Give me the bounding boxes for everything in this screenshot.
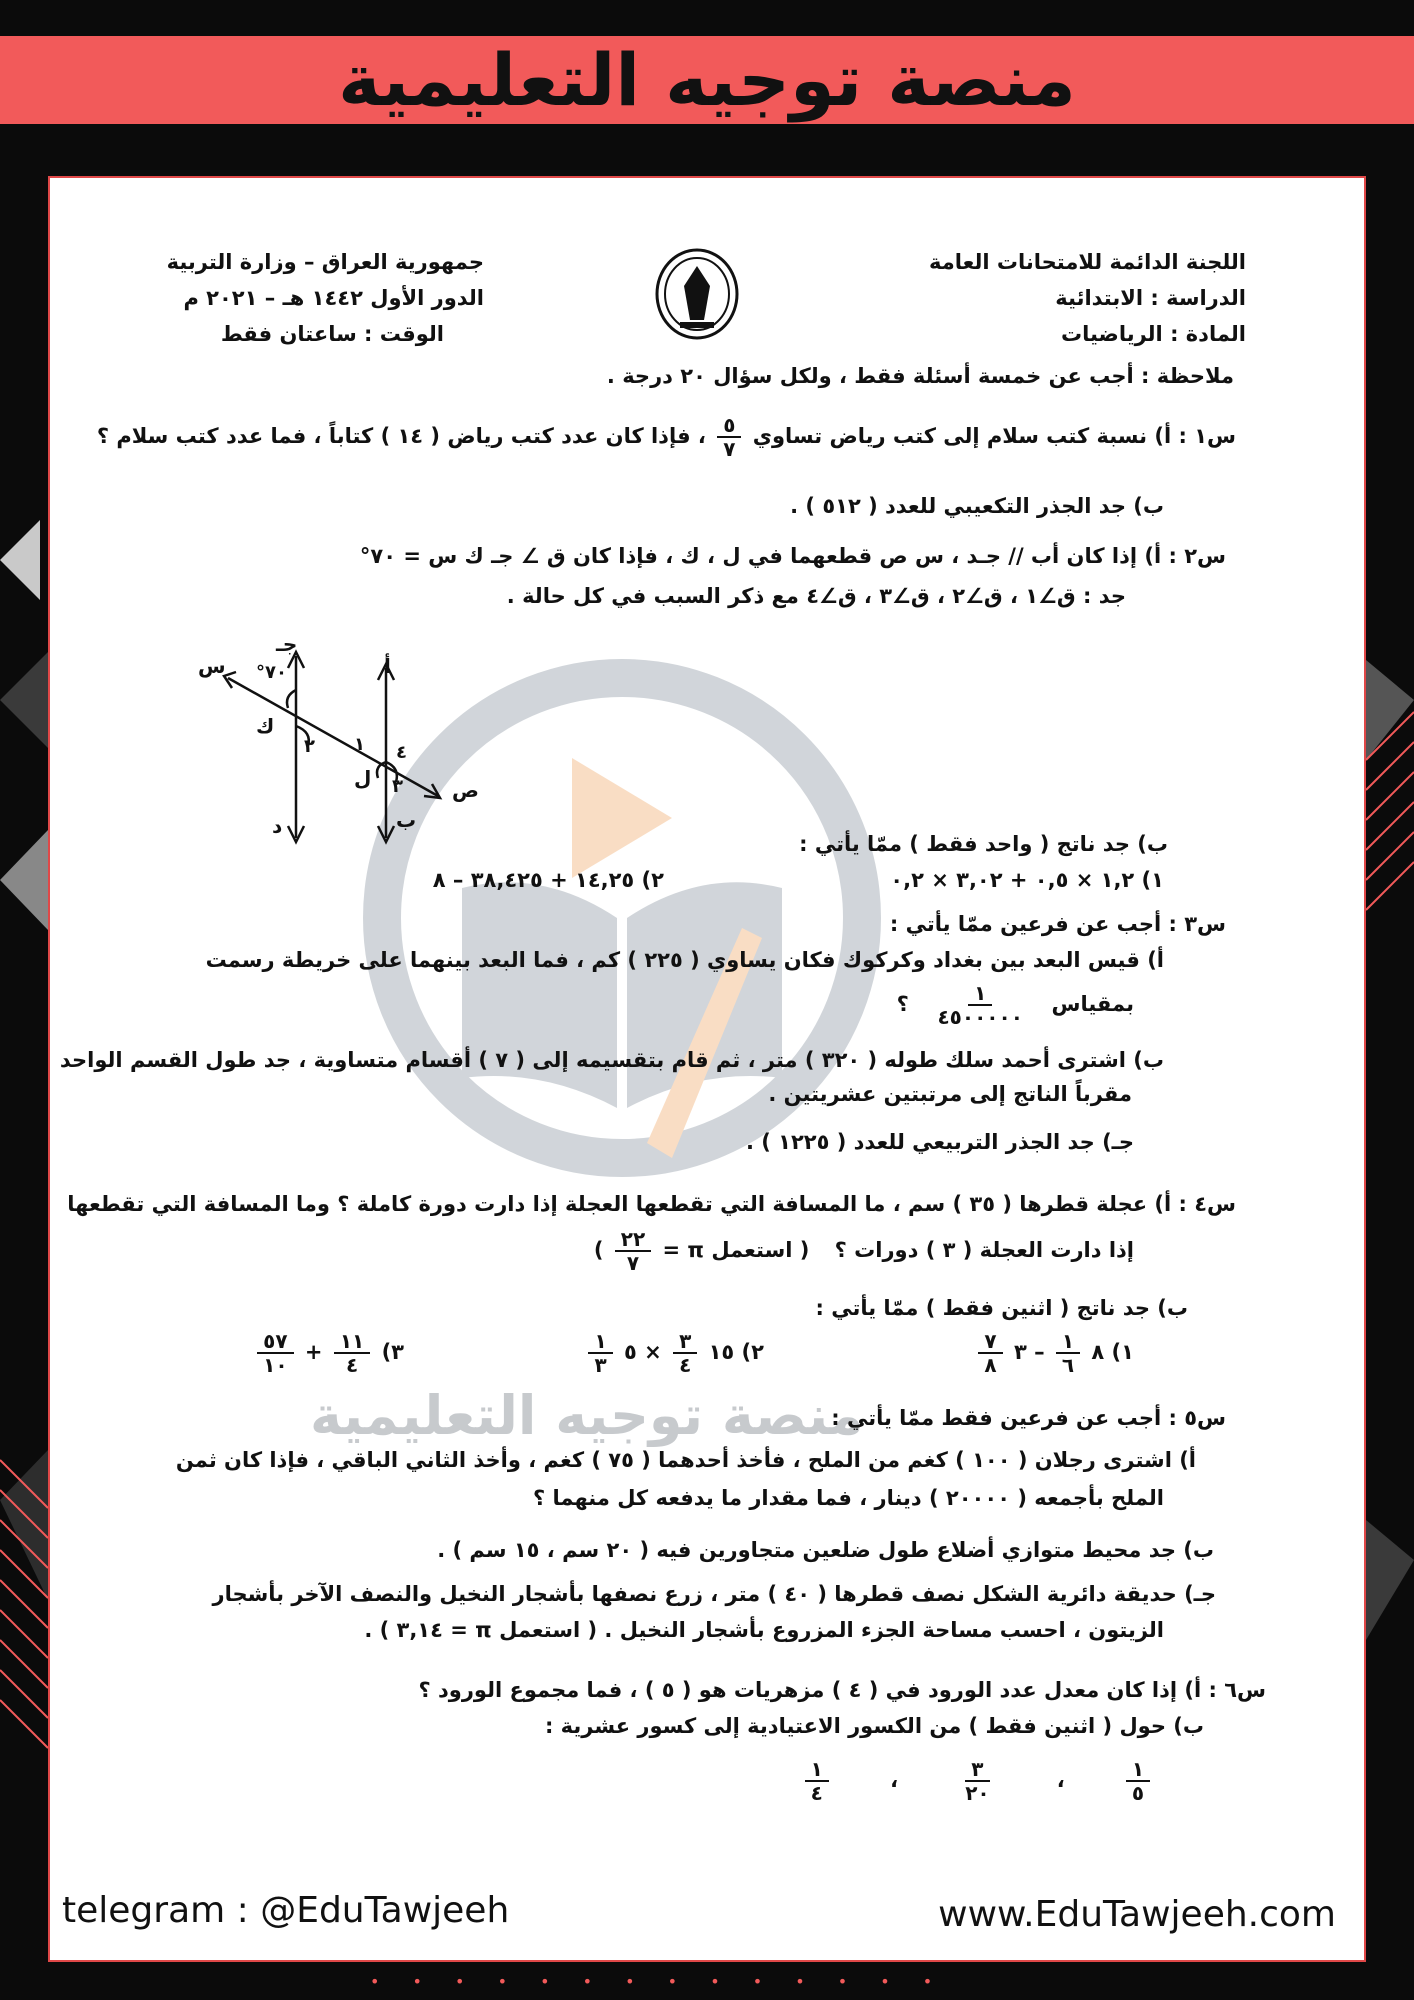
q5-a1: أ) اشترى رجلان ( ١٠٠ ) كغم من الملح ، فأخذ أحدهما ( ٧٥ ) كغم ، وأخذ الثاني الباقي ، فإذا كان ثمن xyxy=(175,1448,1196,1472)
q4-a2: إذا دارت العجلة ( ٣ ) دورات ؟ ( استعمل π = $\frac{٢٢}{٧}$ ) xyxy=(593,1227,1134,1275)
q3-a1: أ) قيس البعد بين بغداد وكركوك فكان يساوي ( ٢٢٥ ) كم ، فما البعد بينهما على خريطة رسمت xyxy=(205,948,1164,972)
q3-title: س٣ : أجب عن فرعين ممّا يأتي : xyxy=(889,912,1226,936)
bottom-dots: • • • • • • • • • • • • • • xyxy=(370,1972,947,1991)
q2-label-b: ب xyxy=(396,808,417,832)
q5-title: س٥ : أجب عن فرعين فقط ممّا يأتي : xyxy=(831,1406,1226,1430)
q2-label-s: س xyxy=(198,654,226,678)
q5-c2: الزيتون ، احسب مساحة الجزء المزروع بأشجار النخيل . ( استعمل π = ٣,١٤ ) . xyxy=(364,1618,1164,1642)
q2-b2: ٢) ١٤,٢٥ + ٣٨,٤٢٥ – ٨ xyxy=(432,868,664,892)
footer-telegram[interactable]: telegram : @EduTawjeeh xyxy=(62,1890,510,1931)
q2-label-n1: ١ xyxy=(354,734,365,755)
top-banner xyxy=(0,36,1414,124)
exam-paper xyxy=(48,176,1366,1962)
header-study: الدراسة : الابتدائية xyxy=(1055,286,1246,310)
q4-e1: ١) ٨ $\frac{١}{٦}$ – ٣ $\frac{٧}{٨}$ xyxy=(974,1330,1134,1376)
q2-label-a: أ xyxy=(384,654,391,678)
q2-label-k: ك xyxy=(256,714,275,738)
footer-website[interactable]: www.EduTawjeeh.com xyxy=(938,1894,1336,1935)
q5-b: ب) جد محيط متوازي أضلاع طول ضلعين متجاورين فيه ( ٢٠ سم ، ١٥ سم ) . xyxy=(437,1538,1214,1562)
q4-a1: س٤ : أ) عجلة قطرها ( ٣٥ ) سم ، ما المسافة التي تقطعها العجلة إذا دارت دورة كاملة ؟ وما المسافة التي تقطعها xyxy=(67,1192,1236,1216)
banner-title: منصة توجيه التعليمية xyxy=(338,38,1076,122)
q2-a2: جد : ق∠١ ، ق∠٢ ، ق∠٣ ، ق∠٤ مع ذكر السبب في كل حالة . xyxy=(506,584,1126,608)
header-note: ملاحظة : أجب عن خمسة أسئلة فقط ، ولكل سؤال ٢٠ درجة . xyxy=(606,364,1234,388)
q2-parallel-lines-diagram xyxy=(188,638,508,858)
q2-label-j: جـ xyxy=(276,632,298,656)
q4-b: ب) جد ناتج ( اثنين فقط ) ممّا يأتي : xyxy=(815,1296,1188,1320)
header-time: الوقت : ساعتان فقط xyxy=(220,322,444,346)
q2-label-sad: ص xyxy=(452,778,479,802)
q2-a: س٢ : أ) إذا كان أب // جـد ، س ص قطعهما في ل ، ك ، فإذا كان ق ∠ جـ ك س = ٧٠° xyxy=(359,544,1226,568)
q1-a: س١ : أ) نسبة كتب سلام إلى كتب رياض تساوي $\frac{٥}{٧}$ ، فإذا كان عدد كتب رياض ( ١٤ ) كتاباً ، فما عدد كتب سلام ؟ xyxy=(96,413,1236,461)
q3-a2: بمقياس $\frac{١}{٤٥٠٠٠٠٠}$ ؟ xyxy=(896,981,1134,1029)
q2-label-l: ل xyxy=(354,766,372,790)
q6-fractions: $\frac{١}{٥}$ ، $\frac{٣}{٢٠}$ ، $\frac{١}{٤}$ xyxy=(791,1758,1164,1804)
q2-b1: ١) ١,٢ × ٠,٥ + ٣,٠٢ × ٠,٢ xyxy=(890,868,1164,892)
q2-label-d: د xyxy=(272,814,283,838)
q2-b: ب) جد ناتج ( واحد فقط ) ممّا يأتي : xyxy=(799,832,1168,856)
q5-a2: الملح بأجمعه ( ٢٠٠٠٠ ) دينار ، فما مقدار ما يدفعه كل منهما ؟ xyxy=(532,1486,1164,1510)
header-republic: جمهورية العراق – وزارة التربية xyxy=(166,250,484,274)
q3-b2: مقرباً الناتج إلى مرتبتين عشريتين . xyxy=(768,1082,1132,1106)
q4-e3: ٣) $\frac{١١}{٤}$ + $\frac{٥٧}{١٠}$ xyxy=(253,1330,404,1376)
watermark-text: منصة توجيه التعليمية xyxy=(310,1384,864,1447)
q6-b: ب) حول ( اثنين فقط ) من الكسور الاعتيادية إلى كسور عشرية : xyxy=(544,1714,1204,1738)
header-committee: اللجنة الدائمة للامتحانات العامة xyxy=(929,250,1246,274)
header-session: الدور الأول ١٤٤٢ هـ – ٢٠٢١ م xyxy=(183,286,484,310)
q2-label-deg: ٧٠° xyxy=(256,662,287,683)
q3-c: جـ) جد الجذر التربيعي للعدد ( ١٢٢٥ ) . xyxy=(745,1130,1134,1154)
q4-e2: ٢) ١٥ $\frac{٣}{٤}$ × ٥ $\frac{١}{٣}$ xyxy=(584,1330,764,1376)
q5-c1: جـ) حديقة دائرية الشكل نصف قطرها ( ٤٠ ) متر ، زرع نصفها بأشجار النخيل والنصف الآخر بأشجار xyxy=(212,1582,1216,1606)
q2-label-n2: ٢ xyxy=(304,736,315,757)
q2-label-n3: ٣ xyxy=(392,776,403,797)
q3-b1: ب) اشترى أحمد سلك طوله ( ٣٢٠ ) متر ، ثم قام بتقسيمه إلى ( ٧ ) أقسام متساوية ، جد طول القسم الواحد xyxy=(59,1048,1164,1072)
q6-a: س٦ : أ) إذا كان معدل عدد الورود في ( ٤ ) مزهريات هو ( ٥ ) ، فما مجموع الورود ؟ xyxy=(418,1678,1266,1702)
iraq-emblem-icon xyxy=(652,246,742,342)
q2-label-n4: ٤ xyxy=(396,742,407,763)
header-subject: المادة : الرياضيات xyxy=(1060,322,1246,346)
q1-b: ب) جد الجذر التكعيبي للعدد ( ٥١٢ ) . xyxy=(790,494,1164,518)
